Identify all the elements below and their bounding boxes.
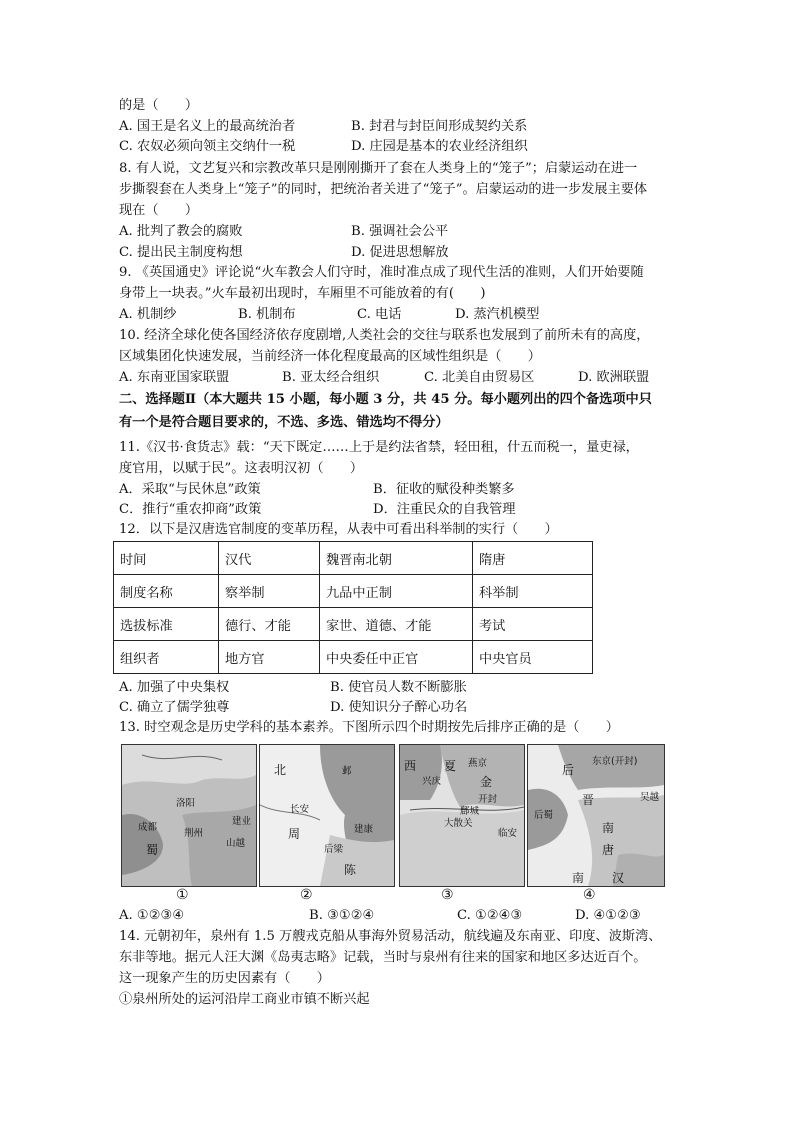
map-label: 周 — [288, 827, 301, 841]
q11-stem-line2: 度官用，以赋于民”。这表明汉初（ ） — [119, 461, 364, 476]
map-label: 洛阳 — [176, 798, 196, 809]
q13-option-c[interactable]: C. ①②④③ — [457, 908, 523, 923]
q12-option-d[interactable]: D. 使知识分子醉心功名 — [330, 700, 468, 715]
table-cell: 中央委任中正官 — [320, 641, 473, 674]
q7-option-c[interactable]: C. 农奴必须向领主交纳什一税 — [119, 139, 296, 154]
map-label: 大散关 — [444, 818, 473, 829]
q10-option-c[interactable]: C. 北美自由贸易区 — [424, 370, 535, 385]
q8-option-a[interactable]: A. 批判了教会的腐败 — [119, 224, 243, 239]
map-label: 蜀 — [146, 843, 159, 857]
map-label: 荆州 — [184, 828, 204, 839]
table-row — [114, 608, 593, 641]
map-song-jin-xixia — [399, 744, 525, 887]
section-2-header-line2: 有一个是符合题目要求的，不选、多选、错选均不得分） — [119, 415, 449, 430]
map-label: 西 — [404, 759, 417, 773]
table-cell: 魏晋南北朝 — [320, 542, 473, 575]
table-cell: 九品中正制 — [320, 575, 473, 608]
q10-option-b[interactable]: B. 亚太经合组织 — [282, 370, 380, 385]
q12-option-a[interactable]: A. 加强了中央集权 — [119, 680, 230, 695]
map-label: 南 — [602, 821, 615, 835]
map-label: 开封 — [478, 794, 498, 805]
table-cell: 考试 — [473, 608, 593, 641]
table-cell: 科举制 — [473, 575, 593, 608]
q14-item-1: ①泉州所处的运河沿岸工商业市镇不断兴起 — [119, 992, 370, 1007]
q14-stem-line1: 14. 元朝初年，泉州有 1.5 万艘戎克船从事海外贸易活动，航线遍及东南亚、印度、波斯湾、 — [119, 929, 662, 944]
selection-system-table — [113, 541, 593, 674]
map-label: 建康 — [354, 824, 374, 835]
map-label: 汉 — [612, 871, 625, 885]
q8-option-b[interactable]: B. 强调社会公平 — [351, 224, 449, 239]
q11-option-c[interactable]: C．推行“重农抑商”政策 — [119, 502, 262, 517]
map-label: 山越 — [226, 838, 246, 849]
map-label: 燕京 — [468, 758, 488, 769]
q10-option-d[interactable]: D. 欧洲联盟 — [578, 370, 650, 385]
map-label: 唐 — [602, 843, 615, 857]
table-cell: 汉代 — [219, 542, 320, 575]
q13-option-d[interactable]: D. ④①②③ — [575, 908, 641, 923]
table-cell: 隋唐 — [473, 542, 593, 575]
q9-stem-line1: 9. 《英国通史》评论说“火车教会人们守时，准时准点成了现代生活的准则，人们开始要随 — [119, 265, 644, 280]
q13-option-a[interactable]: A. ①②③④ — [119, 908, 185, 923]
q12-stem: 12．以下是汉唐选官制度的变革历程，从表中可看出科举制的实行（ ） — [119, 522, 558, 537]
q7-option-a[interactable]: A. 国王是名义上的最高统治者 — [119, 119, 296, 134]
map-label: 临安 — [498, 828, 518, 839]
map-label: 鄜城 — [460, 806, 480, 817]
table-cell: 家世、道德、才能 — [320, 608, 473, 641]
q13-option-b[interactable]: B. ③①②④ — [309, 908, 375, 923]
map-five-dynasties — [527, 744, 665, 887]
map-label: 后蜀 — [534, 810, 554, 821]
q8-option-d[interactable]: D. 促进思想解放 — [351, 245, 449, 260]
map-number-2: ② — [300, 887, 313, 903]
q12-option-c[interactable]: C. 确立了儒学独尊 — [119, 700, 230, 715]
q10-stem-line1: 10. 经济全球化使各国经济依存度剧增,人类社会的交往与联系也发展到了前所未有的高度， — [119, 328, 650, 343]
q10-stem-line2: 区域集团化快速发展，当前经济一体化程度最高的区域性组织是（ ） — [119, 349, 541, 364]
table-cell: 组织者 — [114, 641, 219, 674]
q11-option-a[interactable]: A．采取“与民休息”政策 — [119, 482, 261, 497]
table-cell: 选拔标准 — [114, 608, 219, 641]
table-cell: 中央官员 — [473, 641, 593, 674]
q8-stem-line3: 现在（ ） — [119, 203, 199, 218]
map-label: 陈 — [344, 863, 357, 877]
table-row — [114, 542, 593, 575]
map-northern-southern — [259, 744, 395, 887]
historical-maps-figure — [121, 744, 663, 885]
map-label: 成都 — [138, 822, 158, 833]
q7-option-b[interactable]: B. 封君与封臣间形成契约关系 — [351, 119, 528, 134]
map-label: 后梁 — [324, 844, 344, 855]
map-label: 金 — [480, 775, 493, 789]
q10-option-a[interactable]: A. 东南亚国家联盟 — [119, 370, 230, 385]
table-cell: 时间 — [114, 542, 219, 575]
map-number-1: ① — [176, 887, 189, 903]
q7-stem-tail: 的是（ ） — [119, 98, 199, 113]
q9-option-b[interactable]: B. 机制布 — [238, 307, 296, 322]
map-number-4: ④ — [583, 887, 596, 903]
map-three-kingdoms — [121, 744, 257, 887]
q14-stem-line3: 这一现象产生的历史因素有（ ） — [119, 971, 330, 986]
map-label: 晋 — [582, 793, 595, 807]
q11-stem-line1: 11.《汉书·食货志》载：“天下既定……上于是约法省禁，轻田租，什五而税一，量吏禄， — [119, 440, 639, 455]
table-row — [114, 641, 593, 674]
q8-option-c[interactable]: C. 提出民主制度构想 — [119, 245, 243, 260]
map-label: 吴越 — [640, 792, 660, 803]
map-label: 邺 — [342, 766, 352, 777]
q8-stem-line2: 步撕裂套在人类身上“笼子”的同时，把统治者关进了“笼子”。启蒙运动的进一步发展主要体 — [119, 182, 648, 197]
section-2-header-line1: 二、选择题Ⅱ（本大题共 15 小题，每小题 3 分，共 45 分。每小题列出的四个备选项中只 — [119, 392, 652, 407]
map-label: 后 — [562, 763, 575, 777]
map-label: 建业 — [232, 816, 252, 827]
q13-stem: 13. 时空观念是历史学科的基本素养。下图所示四个时期按先后排序正确的是（ ） — [119, 720, 619, 735]
q9-option-c[interactable]: C. 电话 — [357, 307, 402, 322]
table-cell: 德行、才能 — [219, 608, 320, 641]
table-cell: 制度名称 — [114, 575, 219, 608]
map-label: 南 — [572, 871, 585, 885]
map-label: 兴庆 — [422, 776, 442, 787]
q14-stem-line2: 东非等地。据元人汪大渊《岛夷志略》记载，当时与泉州有往来的国家和地区多达近百个。 — [119, 950, 647, 965]
q7-option-d[interactable]: D. 庄园是基本的农业经济组织 — [351, 139, 528, 154]
q11-option-b[interactable]: B．征收的赋役种类繁多 — [373, 482, 515, 497]
table-cell: 地方官 — [219, 641, 320, 674]
q11-option-d[interactable]: D．注重民众的自我管理 — [373, 502, 516, 517]
q9-option-d[interactable]: D. 蒸汽机模型 — [455, 307, 540, 322]
q12-option-b[interactable]: B. 使官员人数不断膨胀 — [330, 680, 467, 695]
q8-stem-line1: 8. 有人说，文艺复兴和宗教改革只是刚刚撕开了套在人类身上的“笼子”；启蒙运动在进一 — [119, 161, 638, 176]
map-number-3: ③ — [441, 887, 454, 903]
map-label: 北 — [274, 763, 287, 777]
map-label: 长安 — [290, 804, 310, 815]
q9-stem-line2: 身带上一块表。”火车最初出现时，车厢里不可能放着的有( ) — [119, 286, 486, 301]
table-cell: 察举制 — [219, 575, 320, 608]
map-label: 夏 — [444, 759, 457, 773]
q9-option-a[interactable]: A. 机制纱 — [119, 307, 177, 322]
table-row — [114, 575, 593, 608]
map-label: 东京(开封) — [592, 756, 638, 767]
